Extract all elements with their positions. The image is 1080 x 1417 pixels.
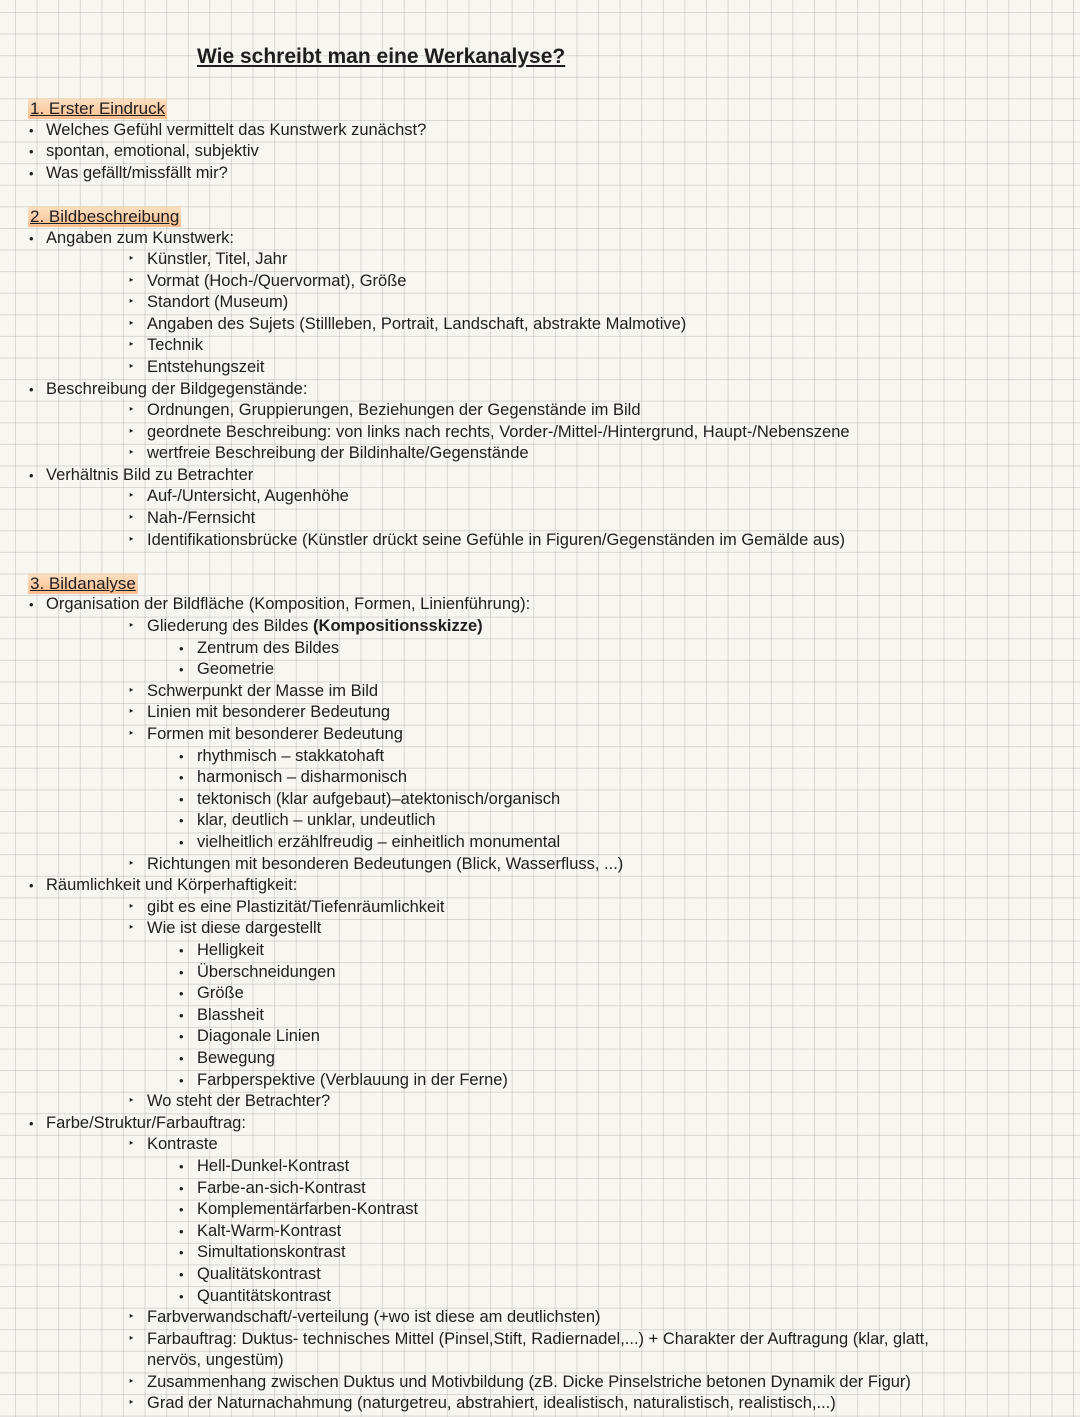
list-item: spontan, emotional, subjektiv	[46, 142, 259, 160]
list-item: Kalt-Warm-Kontrast	[197, 1222, 342, 1240]
arrow-bullet-icon: ‣	[128, 901, 135, 913]
list-item: Qualitätskontrast	[197, 1265, 321, 1283]
list-item: Angaben zum Kunstwerk:	[46, 229, 235, 247]
bullet-icon: •	[29, 166, 34, 181]
list-item-text: Gliederung des Bildes	[147, 617, 309, 635]
list-item: Farbe/Struktur/Farbauftrag:	[46, 1114, 246, 1132]
list-item: Geometrie	[197, 660, 275, 678]
bullet-icon: •	[29, 382, 34, 397]
list-item: Entstehungszeit	[147, 358, 265, 376]
arrow-bullet-icon: ‣	[128, 620, 135, 632]
list-item: Überschneidungen	[197, 963, 336, 981]
list-item: Vormat (Hoch-/Quervormat), Größe	[147, 272, 407, 290]
page-title: Wie schreibt man eine Werkanalyse?	[197, 45, 566, 68]
arrow-bullet-icon: ‣	[128, 1376, 135, 1388]
section-heading-bildbeschreibung: 2. Bildbeschreibung	[30, 207, 180, 226]
bullet-icon: •	[29, 1116, 34, 1131]
list-item: wertfreie Beschreibung der Bildinhalte/Gegenstände	[147, 444, 529, 462]
bullet-icon: •	[179, 943, 184, 958]
list-item: Ordnungen, Gruppierungen, Beziehungen der Gegenstände im Bild	[147, 401, 641, 419]
bullet-icon: •	[179, 1181, 184, 1196]
list-item: harmonisch – disharmonisch	[197, 768, 408, 786]
bullet-icon: •	[179, 1073, 184, 1088]
arrow-bullet-icon: ‣	[128, 1311, 135, 1323]
list-item: Farbverwandschaft/-verteilung (+wo ist diese am deutlichsten)	[147, 1308, 601, 1326]
list-item: Angaben des Sujets (Stillleben, Portrait, Landschaft, abstrakte Malmotive)	[147, 315, 687, 333]
list-item: klar, deutlich – unklar, undeutlich	[197, 811, 436, 829]
list-item: gibt es eine Plastizität/Tiefenräumlichkeit	[147, 898, 445, 916]
list-item: Wie ist diese dargestellt	[147, 919, 322, 937]
section-heading-erster-eindruck: 1. Erster Eindruck	[30, 99, 166, 118]
list-item: Größe	[197, 984, 244, 1002]
list-item: geordnete Beschreibung: von links nach rechts, Vorder-/Mittel-/Hintergrund, Haupt-/Nebenszene	[147, 423, 850, 441]
arrow-bullet-icon: ‣	[128, 296, 135, 308]
list-item: Schwerpunkt der Masse im Bild	[147, 682, 379, 700]
bullet-icon: •	[29, 597, 34, 612]
arrow-bullet-icon: ‣	[128, 490, 135, 502]
list-item: Auf-/Untersicht, Augenhöhe	[147, 487, 349, 505]
arrow-bullet-icon: ‣	[128, 1397, 135, 1409]
bullet-icon: •	[179, 813, 184, 828]
list-item: Technik	[147, 336, 203, 354]
list-item: Hell-Dunkel-Kontrast	[197, 1157, 350, 1175]
list-item: Standort (Museum)	[147, 293, 289, 311]
arrow-bullet-icon: ‣	[128, 512, 135, 524]
arrow-bullet-icon: ‣	[128, 339, 135, 351]
bullet-icon: •	[179, 965, 184, 980]
arrow-bullet-icon: ‣	[128, 361, 135, 373]
bullet-icon: •	[179, 1051, 184, 1066]
list-item: Künstler, Titel, Jahr	[147, 250, 288, 268]
arrow-bullet-icon: ‣	[128, 404, 135, 416]
arrow-bullet-icon: ‣	[128, 426, 135, 438]
list-item: rhythmisch – stakkatohaft	[197, 747, 385, 765]
list-item: Richtungen mit besonderen Bedeutungen (Blick, Wasserfluss, ...)	[147, 855, 624, 873]
arrow-bullet-icon: ‣	[128, 728, 135, 740]
bullet-icon: •	[29, 144, 34, 159]
list-item: Linien mit besonderer Bedeutung	[147, 703, 391, 721]
list-item: Farbe-an-sich-Kontrast	[197, 1179, 366, 1197]
arrow-bullet-icon: ‣	[128, 253, 135, 265]
bullet-icon: •	[179, 749, 184, 764]
list-item: Simultationskontrast	[197, 1243, 346, 1261]
list-item: Identifikationsbrücke (Künstler drückt seine Gefühle in Figuren/Gegenständen im Gemälde aus)	[147, 531, 845, 549]
list-item: Helligkeit	[197, 941, 264, 959]
bullet-icon: •	[179, 1245, 184, 1260]
bullet-icon: •	[29, 123, 34, 138]
arrow-bullet-icon: ‣	[128, 858, 135, 870]
bullet-icon: •	[179, 1289, 184, 1304]
arrow-bullet-icon: ‣	[128, 1138, 135, 1150]
list-item: Diagonale Linien	[197, 1027, 320, 1045]
list-item: Welches Gefühl vermittelt das Kunstwerk zunächst?	[46, 121, 427, 139]
list-item: Räumlichkeit und Körperhaftigkeit:	[46, 876, 298, 894]
arrow-bullet-icon: ‣	[128, 275, 135, 287]
list-item-continuation: nervös, ungestüm)	[147, 1351, 284, 1369]
list-item: Beschreibung der Bildgegenstände:	[46, 380, 308, 398]
list-item-emphasis: (Kompositionsskizze)	[313, 617, 483, 635]
list-item: Was gefällt/missfällt mir?	[46, 164, 228, 182]
arrow-bullet-icon: ‣	[128, 1333, 135, 1345]
arrow-bullet-icon: ‣	[128, 1095, 135, 1107]
list-item: Farbauftrag: Duktus- technisches Mittel (Pinsel,Stift, Radiernadel,...) + Charakter der Auftragung (klar, glatt,	[147, 1330, 929, 1348]
bullet-icon: •	[179, 1159, 184, 1174]
arrow-bullet-icon: ‣	[128, 318, 135, 330]
arrow-bullet-icon: ‣	[128, 685, 135, 697]
section-heading-bildanalyse: 3. Bildanalyse	[30, 574, 136, 593]
list-item: Wo steht der Betrachter?	[147, 1092, 331, 1110]
bullet-icon: •	[179, 835, 184, 850]
list-item: Grad der Naturnachahmung (naturgetreu, abstrahiert, idealistisch, naturalistisch, realistisch,...)	[147, 1394, 836, 1412]
list-item: Formen mit besonderer Bedeutung	[147, 725, 403, 743]
bullet-icon: •	[179, 1008, 184, 1023]
list-item: Kontraste	[147, 1135, 218, 1153]
list-item	[147, 616, 483, 638]
list-item: tektonisch (klar aufgebaut)–atektonisch/organisch	[197, 790, 561, 808]
bullet-icon: •	[179, 792, 184, 807]
bullet-icon: •	[29, 468, 34, 483]
list-item: vielheitlich erzählfreudig – einheitlich monumental	[197, 833, 561, 851]
list-item: Nah-/Fernsicht	[147, 509, 256, 527]
bullet-icon: •	[179, 1224, 184, 1239]
arrow-bullet-icon: ‣	[128, 447, 135, 459]
list-item: Verhältnis Bild zu Betrachter	[46, 466, 254, 484]
list-item: Quantitätskontrast	[197, 1287, 331, 1305]
bullet-icon: •	[179, 641, 184, 656]
bullet-icon: •	[179, 1029, 184, 1044]
bullet-icon: •	[179, 770, 184, 785]
bullet-icon: •	[179, 662, 184, 677]
list-item: Farbperspektive (Verblauung in der Ferne)	[197, 1071, 508, 1089]
bullet-icon: •	[29, 878, 34, 893]
list-item: Organisation der Bildfläche (Komposition, Formen, Linienführung):	[46, 595, 531, 613]
bullet-icon: •	[179, 1202, 184, 1217]
list-item: Komplementärfarben-Kontrast	[197, 1200, 419, 1218]
arrow-bullet-icon: ‣	[128, 922, 135, 934]
bullet-icon: •	[179, 1267, 184, 1282]
bullet-icon: •	[29, 231, 34, 246]
arrow-bullet-icon: ‣	[128, 534, 135, 546]
bullet-icon: •	[179, 986, 184, 1001]
arrow-bullet-icon: ‣	[128, 706, 135, 718]
list-item: Blassheit	[197, 1006, 264, 1024]
list-item: Zentrum des Bildes	[197, 639, 340, 657]
list-item: Zusammenhang zwischen Duktus und Motivbildung (zB. Dicke Pinselstriche betonen Dynamik der Figur)	[147, 1373, 911, 1391]
list-item: Bewegung	[197, 1049, 275, 1067]
